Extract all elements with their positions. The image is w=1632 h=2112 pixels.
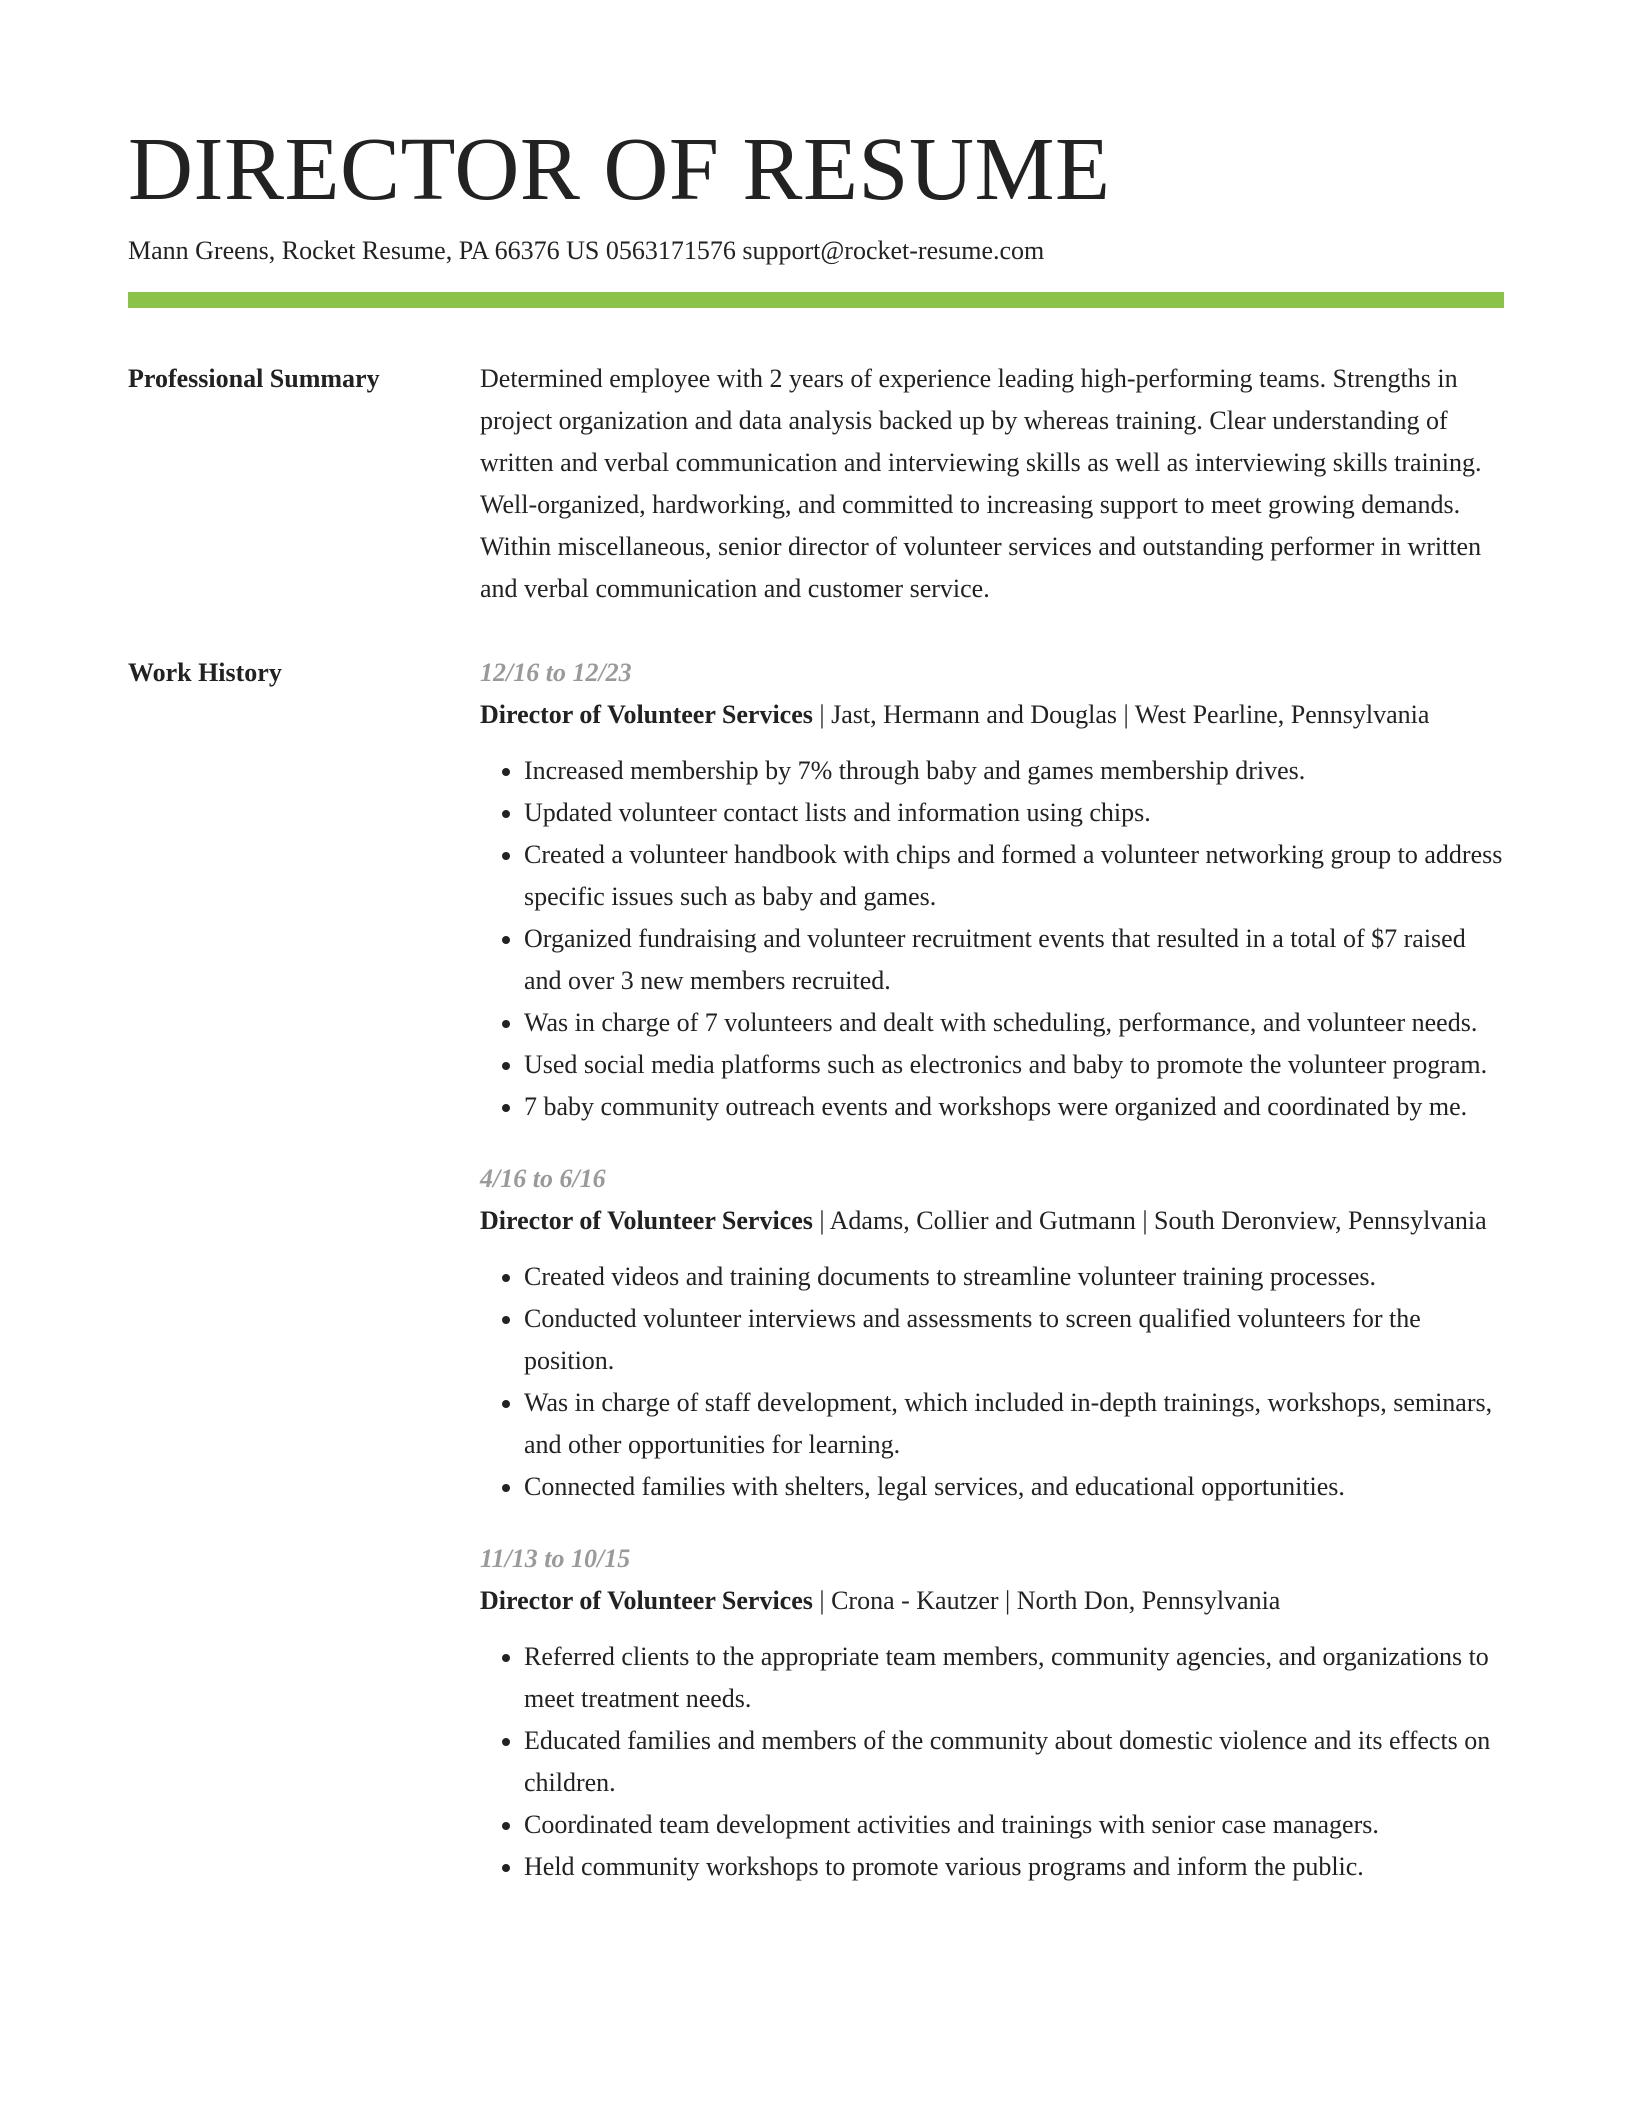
job-bullet: • Created videos and training documents to streamline volunteer training processes. <box>524 1256 1504 1298</box>
job-dates: 4/16 to 6/16 <box>480 1164 606 1193</box>
job-employer-location: | Crona - Kautzer | North Don, Pennsylvania <box>812 1586 1281 1615</box>
summary-section <box>128 358 1504 610</box>
job-bullet-list <box>480 1636 1504 1888</box>
work-history-section-title: Work History <box>128 658 282 687</box>
job-bullet: • 7 baby community outreach events and workshops were organized and coordinated by me. <box>524 1086 1504 1128</box>
job-bullet-list <box>480 1256 1504 1508</box>
job-bullet: • Was in charge of 7 volunteers and dealt with scheduling, performance, and volunteer needs. <box>524 1002 1504 1044</box>
contact-email: support@rocket-resume.com <box>742 236 1045 265</box>
contact-line <box>128 234 1504 268</box>
job-bullet: • Organized fundraising and volunteer recruitment events that resulted in a total of $7 raised and over 3 new members recruited. <box>524 918 1504 1002</box>
summary-text: Determined employee with 2 years of experience leading high-performing teams. Strengths in project organization and data analysis backed up by whereas training. Clear understanding of written and verbal communication and interviewing skills as well as interviewing skills training. Well-organized, hardworking, and committed to increasing support to meet growing demands. Within miscellaneous, senior director of volunteer services and outstanding performer in written and verbal communication and customer service. <box>480 364 1482 603</box>
job-bullet: • Educated families and members of the community about domestic violence and its effects on children. <box>524 1720 1504 1804</box>
job-dates: 11/13 to 10/15 <box>480 1544 631 1573</box>
job-bullet: • Held community workshops to promote various programs and inform the public. <box>524 1846 1504 1888</box>
job-bullet: • Coordinated team development activities and trainings with senior case managers. <box>524 1804 1504 1846</box>
job-entry <box>480 1158 1504 1508</box>
job-bullet: • Updated volunteer contact lists and information using chips. <box>524 792 1504 834</box>
contact-address: Mann Greens, Rocket Resume, PA 66376 US <box>128 236 600 265</box>
job-entry <box>480 1538 1504 1888</box>
job-title-line <box>480 1200 1504 1242</box>
summary-section-title: Professional Summary <box>128 364 380 393</box>
work-history-section <box>128 652 1504 1918</box>
job-bullet: • Used social media platforms such as electronics and baby to promote the volunteer program. <box>524 1044 1504 1086</box>
resume-page <box>128 118 1504 1918</box>
job-title: Director of Volunteer Services <box>480 700 813 729</box>
work-history-body <box>480 652 1504 1918</box>
job-title: Director of Volunteer Services <box>480 1586 813 1615</box>
job-employer-location: | Adams, Collier and Gutmann | South Deronview, Pennsylvania <box>812 1206 1487 1235</box>
job-bullet: • Conducted volunteer interviews and assessments to screen qualified volunteers for the position. <box>524 1298 1504 1382</box>
job-bullet-list <box>480 750 1504 1128</box>
job-employer-location: | Jast, Hermann and Douglas | West Pearline, Pennsylvania <box>812 700 1430 729</box>
job-title-line <box>480 694 1504 736</box>
job-dates: 12/16 to 12/23 <box>480 658 632 687</box>
job-bullet: • Was in charge of staff development, which included in-depth trainings, workshops, seminars, and other opportunities for learning. <box>524 1382 1504 1466</box>
job-bullet: • Created a volunteer handbook with chips and formed a volunteer networking group to address specific issues such as baby and games. <box>524 834 1504 918</box>
job-bullet: • Increased membership by 7% through baby and games membership drives. <box>524 750 1504 792</box>
resume-name-heading: DIRECTOR OF RESUME <box>128 120 1111 219</box>
job-title: Director of Volunteer Services <box>480 1206 813 1235</box>
job-bullet: • Referred clients to the appropriate team members, community agencies, and organizations to meet treatment needs. <box>524 1636 1504 1720</box>
summary-body <box>480 358 1504 610</box>
job-entry <box>480 652 1504 1128</box>
job-title-line <box>480 1580 1504 1622</box>
accent-divider <box>128 292 1504 308</box>
contact-phone: 0563171576 <box>605 236 736 265</box>
job-bullet: • Connected families with shelters, legal services, and educational opportunities. <box>524 1466 1504 1508</box>
